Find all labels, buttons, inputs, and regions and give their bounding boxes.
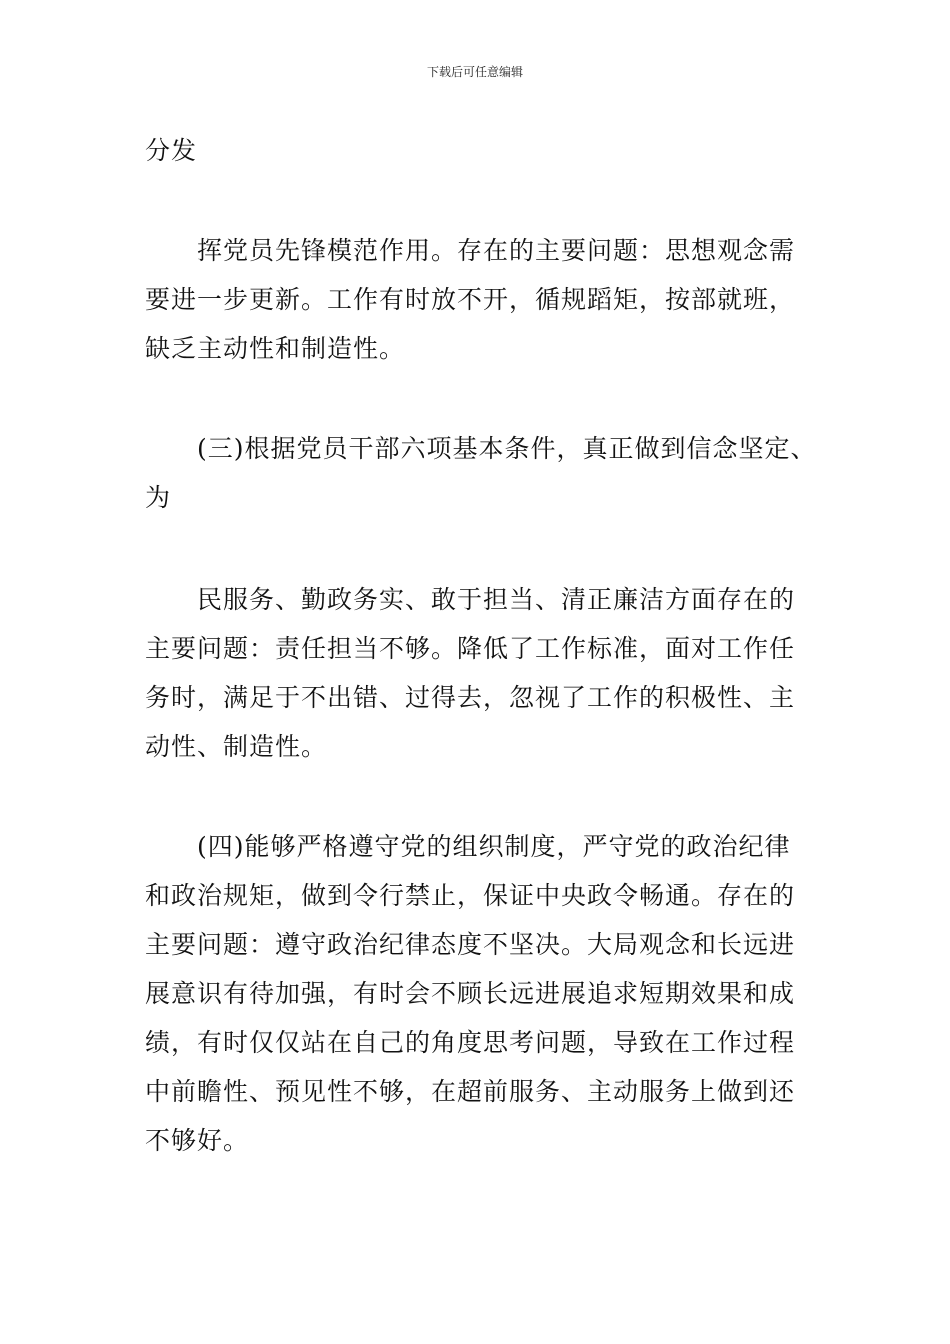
paragraph-line: 绩，有时仅仅站在自己的角度思考问题，导致在工作过程 (145, 1028, 796, 1057)
paragraph-4 (145, 575, 815, 771)
page-header-note: 下载后可任意编辑 (426, 65, 523, 79)
paragraph-line: 分发 (145, 136, 198, 165)
paragraph-line: 展意识有待加强，有时会不顾长远进展追求短期效果和成 (145, 979, 796, 1008)
paragraph-line: 务时，满足于不出错、过得去，忽视了工作的积极性、主 (145, 683, 796, 712)
paragraph-line: 主要问题：责任担当不够。降低了工作标准，面对工作任 (145, 634, 796, 663)
paragraph-line: 为 (145, 483, 172, 512)
paragraph-line: 主要问题：遵守政治纪律态度不坚决。大局观念和长远进 (145, 930, 796, 959)
paragraph-line: 挥党员先锋模范作用。存在的主要问题：思想观念需 (197, 236, 796, 265)
paragraph-line: 民服务、勤政务实、敢于担当、清正廉洁方面存在的 (197, 585, 796, 614)
paragraph-line: 动性、制造性。 (145, 732, 328, 761)
paragraph-line: 不够好。 (145, 1126, 250, 1155)
paragraph-3 (145, 424, 815, 522)
paragraph-line: 中前瞻性、预见性不够，在超前服务、主动服务上做到还 (145, 1077, 796, 1106)
paragraph-line: (三)根据党员干部六项基本条件，真正做到信念坚定、 (197, 434, 817, 463)
paragraph-2 (145, 226, 815, 373)
paragraph-line: 要进一步更新。工作有时放不开，循规蹈矩，按部就班， (145, 285, 796, 314)
paragraph-line: 缺乏主动性和制造性。 (145, 334, 406, 363)
paragraph-line: 和政治规矩，做到令行禁止，保证中央政令畅通。存在的 (145, 881, 796, 910)
paragraph-5 (145, 822, 815, 1165)
paragraph-1 (145, 126, 815, 175)
paragraph-line: (四)能够严格遵守党的组织制度，严守党的政治纪律 (197, 832, 791, 861)
